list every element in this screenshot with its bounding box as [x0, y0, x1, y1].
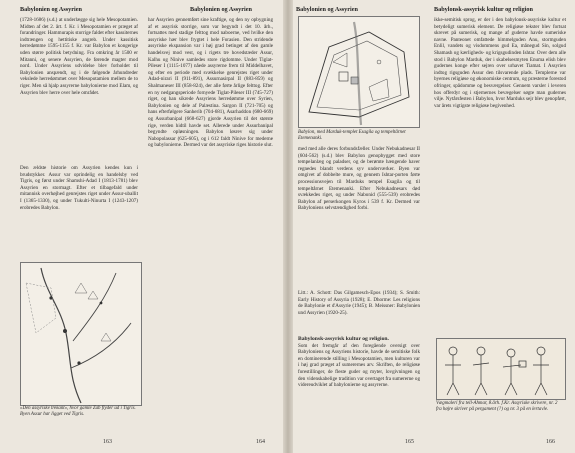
city-plan-figure [298, 16, 420, 128]
gutter [283, 0, 293, 453]
body-text: ikke-semitisk sprog, er der i den babylonsk-assyriske kultur et betydeligt sumerisk element. De religiøse tekster blev fortsat skrevet på sumerisk, og mange af guderne havde sumeriske navne. Panteonet omfattede himmelguden Anu, stormguden Enlil, vandets og visdommens gud Ea, månegud Sin, solgud Shamash og kærligheds- og krigsgudinden Ishtar. Over dem alle stod i Babylon Marduk, der i skabelsesmyten Enuma elish blev gudernes konge efter sejren over urhavet Tiamat. I Assyrien indtog rigsguden Assur den tilsvarende plads. Templerne var byernes religiøse og økonomiske centrum, og præsterne forestod ofringer, spådomme og besværgelser. Gennem varsler i leveren hos offerdyr og i stjernernes bevægelser søgte man gudernes vilje. Nytårsfesten i Babylon, hvor Marduks sejr blev genopført, var årets vigtigste religiøse begivenhed. [434, 17, 566, 109]
page-number: 163 [103, 439, 112, 445]
page-164 [145, 0, 283, 453]
section-title: Babylonsk-assyrisk kultur og religion. [298, 336, 389, 342]
body-text: (1728-1686) (s.d.) at underlægge sig hele Mesopotamien. Midten af det 2. årt. f. Kr. i Mesopotamien er præget af forandringer. Hammurapis storrige faldet efter kassiternes indtrængen og hettitiske angreb. Under kassitisk herredømme 1595-1155 f. Kr. var Babylon et kongerige uden større politisk betydning. Fra omkring år 1500 er Mitanni, og senere Assyrien, de førende magter mod nord. Under Assyriens udvidelse blev forholdet til Babylonien anspændt, og i de følgende århundreder vekslede herredømmet over Mesopotamien mellem de to riger. Men så hjalp assyrerne babylonierne mod Elam, og Assyrien blev herre over hele området. [20, 17, 138, 96]
running-head: Babylonsk-assyrisk kultur og religion [434, 6, 533, 13]
page-163 [0, 0, 145, 453]
page-number: 164 [256, 439, 265, 445]
page-166 [428, 0, 575, 453]
map-figure [20, 262, 142, 406]
section [298, 334, 420, 426]
page-number: 166 [546, 439, 555, 445]
figure-caption: »Den assyriske trekant», hvor gamle Zab flyder ud i Tigris. Byen Assur har ligget ved Tigris. [20, 406, 136, 418]
body-text: med med alle deres forbundsfæller. Under Nebukadnesar II (604-562) (s.d.) blev Babylon genopbygget med store tempelanlæg og paladser, og de berømte hængende haver regnedes blandt verdens syv underværker. Byen var omgivet af dobbelte mure, og gennem Ishtar-porten førte processionsvejen til Marduks tempel Esagila og til tempeltårnet Etemenanki. Efter Nebukadnesars død svækkedes riget, og under Nabonid (555-539) erobredes Babylon af perserkongen Kyros i 539 f. Kr. Dermed var Babyloniens selvstændighed forbi. [298, 146, 420, 212]
figure-caption: Babylon, med Marduk-templet Esagila og tempeltårnet Etemenanki. [298, 130, 406, 142]
body-text-2: Den ældste historie om Assyrien kendes kun i brudstykker. Assur var oprindelig en handelsby ved Tigris, og først under Shamshi-Adad I (1813-1781) blev Assyrien en stormagt. Efter et tilbagefald under mitannisk overhøjhed genrejstes riget under Assur-uballit I (1365-1330), og under Tukulti-Ninurta I (1243-1207) erobredes Babylon. [20, 165, 138, 211]
wall-painting-figure [436, 338, 566, 400]
page-165 [293, 0, 428, 453]
section-text: Som det fremgår af den foregående oversigt over Babyloniens og Assyriens historie, havde de semitiske folk en dominerende stilling i Mesopotamien, men kulturen var i høj grad præget af sumerernes arv. Skriften, de religiøse forestillinger, de fleste guder og myter, lovgivningen og den videnskabelige tradition var overtaget fra sumererne og videreudviklet af babylonierne og assyrerne. [298, 342, 420, 389]
literature-text: Litt.: A. Schott: Das Gilgamesch-Epos (1934); S. Smith: Early History of Assyria (1928); E. Dhorme: Les religions de Babylonie et d'Assyrie (1945); B. Meissner: Babylonien und Assyrien (1920-25). [298, 290, 420, 316]
figure-caption: Vægmaleri fra tell-Ahmar, 8.årh. f.Kr. Assyriske skrivere, nr. 2 fra højre skriver på pergament (?) og nr. 3 på en lertavle. [436, 401, 558, 413]
running-head: Babylonien og Assyrien [296, 6, 358, 13]
page-number: 165 [405, 439, 414, 445]
body-text: har Assyrien gennemført sine kraftige, og den ny opbygning af et assyrisk storrige, som var begyndt i det 10. årh., fortsattes med stadige felttog mod naboerne, ved hvilke den assyriske hær blev frygtet i hele Forasien. Den stridende assyriske ekspansion var i høj grad betinget af den gamle handelsvej mod vest, og i rigets tre hovedstæder Assur, Kalhu og Ninive samledes store rigdomme. Under Tiglat-Pileser I (1115-1077) nåede assyrerne frem til Middelhavet, og efter en periode med svækkelse genrejstes riget under Adad-nirari II (911-891), Assurnasirpal II (883-859) og Shalmaneser III (858-824), der alle førte årlige felttog. Efter en ny nedgangsperiode fornyede Tiglat-Pileser III (745-727) riget, og han sikrede Assyriens herredømme over Syrien, Babylonien og dele af Palæstina. Sargon II (721-705) og hans efterfølgere Sanherib (704-681), Asarhaddon (680-669) og Assurbanipal (668-627) gjorde Assyrien til det største rige, verden hidtil havde set. Allerede under Assurbanipal begyndte opløsningen. Babylon løsrev sig under Nabopolassar (625-605), og i 612 faldt Ninive for mederne og babylonierne. Dermed var det assyriske riges historie slut. [148, 17, 273, 149]
running-head: Babylonien og Assyrien [190, 6, 252, 13]
running-head: Babylonien og Assyrien [20, 6, 82, 13]
